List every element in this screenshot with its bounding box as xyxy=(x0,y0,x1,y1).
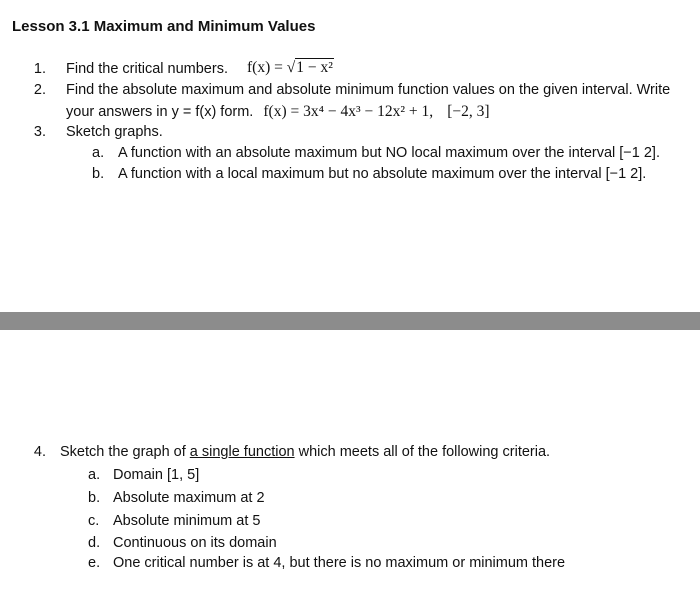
q4-text-before: Sketch the graph of xyxy=(60,444,190,460)
q4-text-underlined: a single function xyxy=(189,444,295,460)
q1-function xyxy=(247,59,334,77)
q3-number: 3. xyxy=(33,124,46,140)
q4-item-c-text: Absolute minimum at 5 xyxy=(113,513,261,529)
q4-item-c-letter: c. xyxy=(88,513,100,529)
q4-number: 4. xyxy=(33,444,46,460)
page-title: Lesson 3.1 Maximum and Minimum Values xyxy=(12,18,316,35)
q4-item-a-text: Domain [1, 5] xyxy=(113,467,200,483)
q4-item-b-letter: b. xyxy=(88,490,101,506)
q4-text-after: which meets all of the following criteria. xyxy=(294,444,551,460)
sqrt-symbol: √1 − x² xyxy=(286,59,333,76)
q1-radicand: 1 − x² xyxy=(296,59,333,76)
q3-item-b-letter: b. xyxy=(92,166,105,182)
q3-item-b-text: A function with a local maximum but no absolute maximum over the interval [−1 2]. xyxy=(118,166,647,182)
q4-item-d-text: Continuous on its domain xyxy=(113,535,277,551)
q1-function-lhs: f(x) = xyxy=(247,59,287,76)
q2-number: 2. xyxy=(33,82,46,98)
q4-text xyxy=(60,444,550,460)
q1-text: Find the critical numbers. xyxy=(66,61,228,77)
q2-line2 xyxy=(66,103,490,121)
q2-line1: Find the absolute maximum and absolute minimum function values on the given interval. Write xyxy=(66,82,671,98)
q4-item-e-letter: e. xyxy=(88,555,101,571)
q4-item-b-text: Absolute maximum at 2 xyxy=(113,490,265,506)
q1-number: 1. xyxy=(33,61,46,77)
q2-function: f(x) = 3x⁴ − 4x³ − 12x² + 1, xyxy=(263,103,434,120)
q4-item-e-text: One critical number is at 4, but there is no maximum or minimum there xyxy=(113,555,566,571)
q3-text: Sketch graphs. xyxy=(66,124,163,140)
q3-item-a-letter: a. xyxy=(92,145,105,161)
page-divider xyxy=(0,312,700,330)
q2-interval: [−2, 3] xyxy=(447,103,490,120)
q4-item-a-letter: a. xyxy=(88,467,101,483)
q2-answer-form: your answers in y = f(x) form. xyxy=(66,104,254,120)
q3-item-a-text: A function with an absolute maximum but NO local maximum over the interval [−1 2]. xyxy=(118,145,660,161)
q4-item-d-letter: d. xyxy=(88,535,101,551)
